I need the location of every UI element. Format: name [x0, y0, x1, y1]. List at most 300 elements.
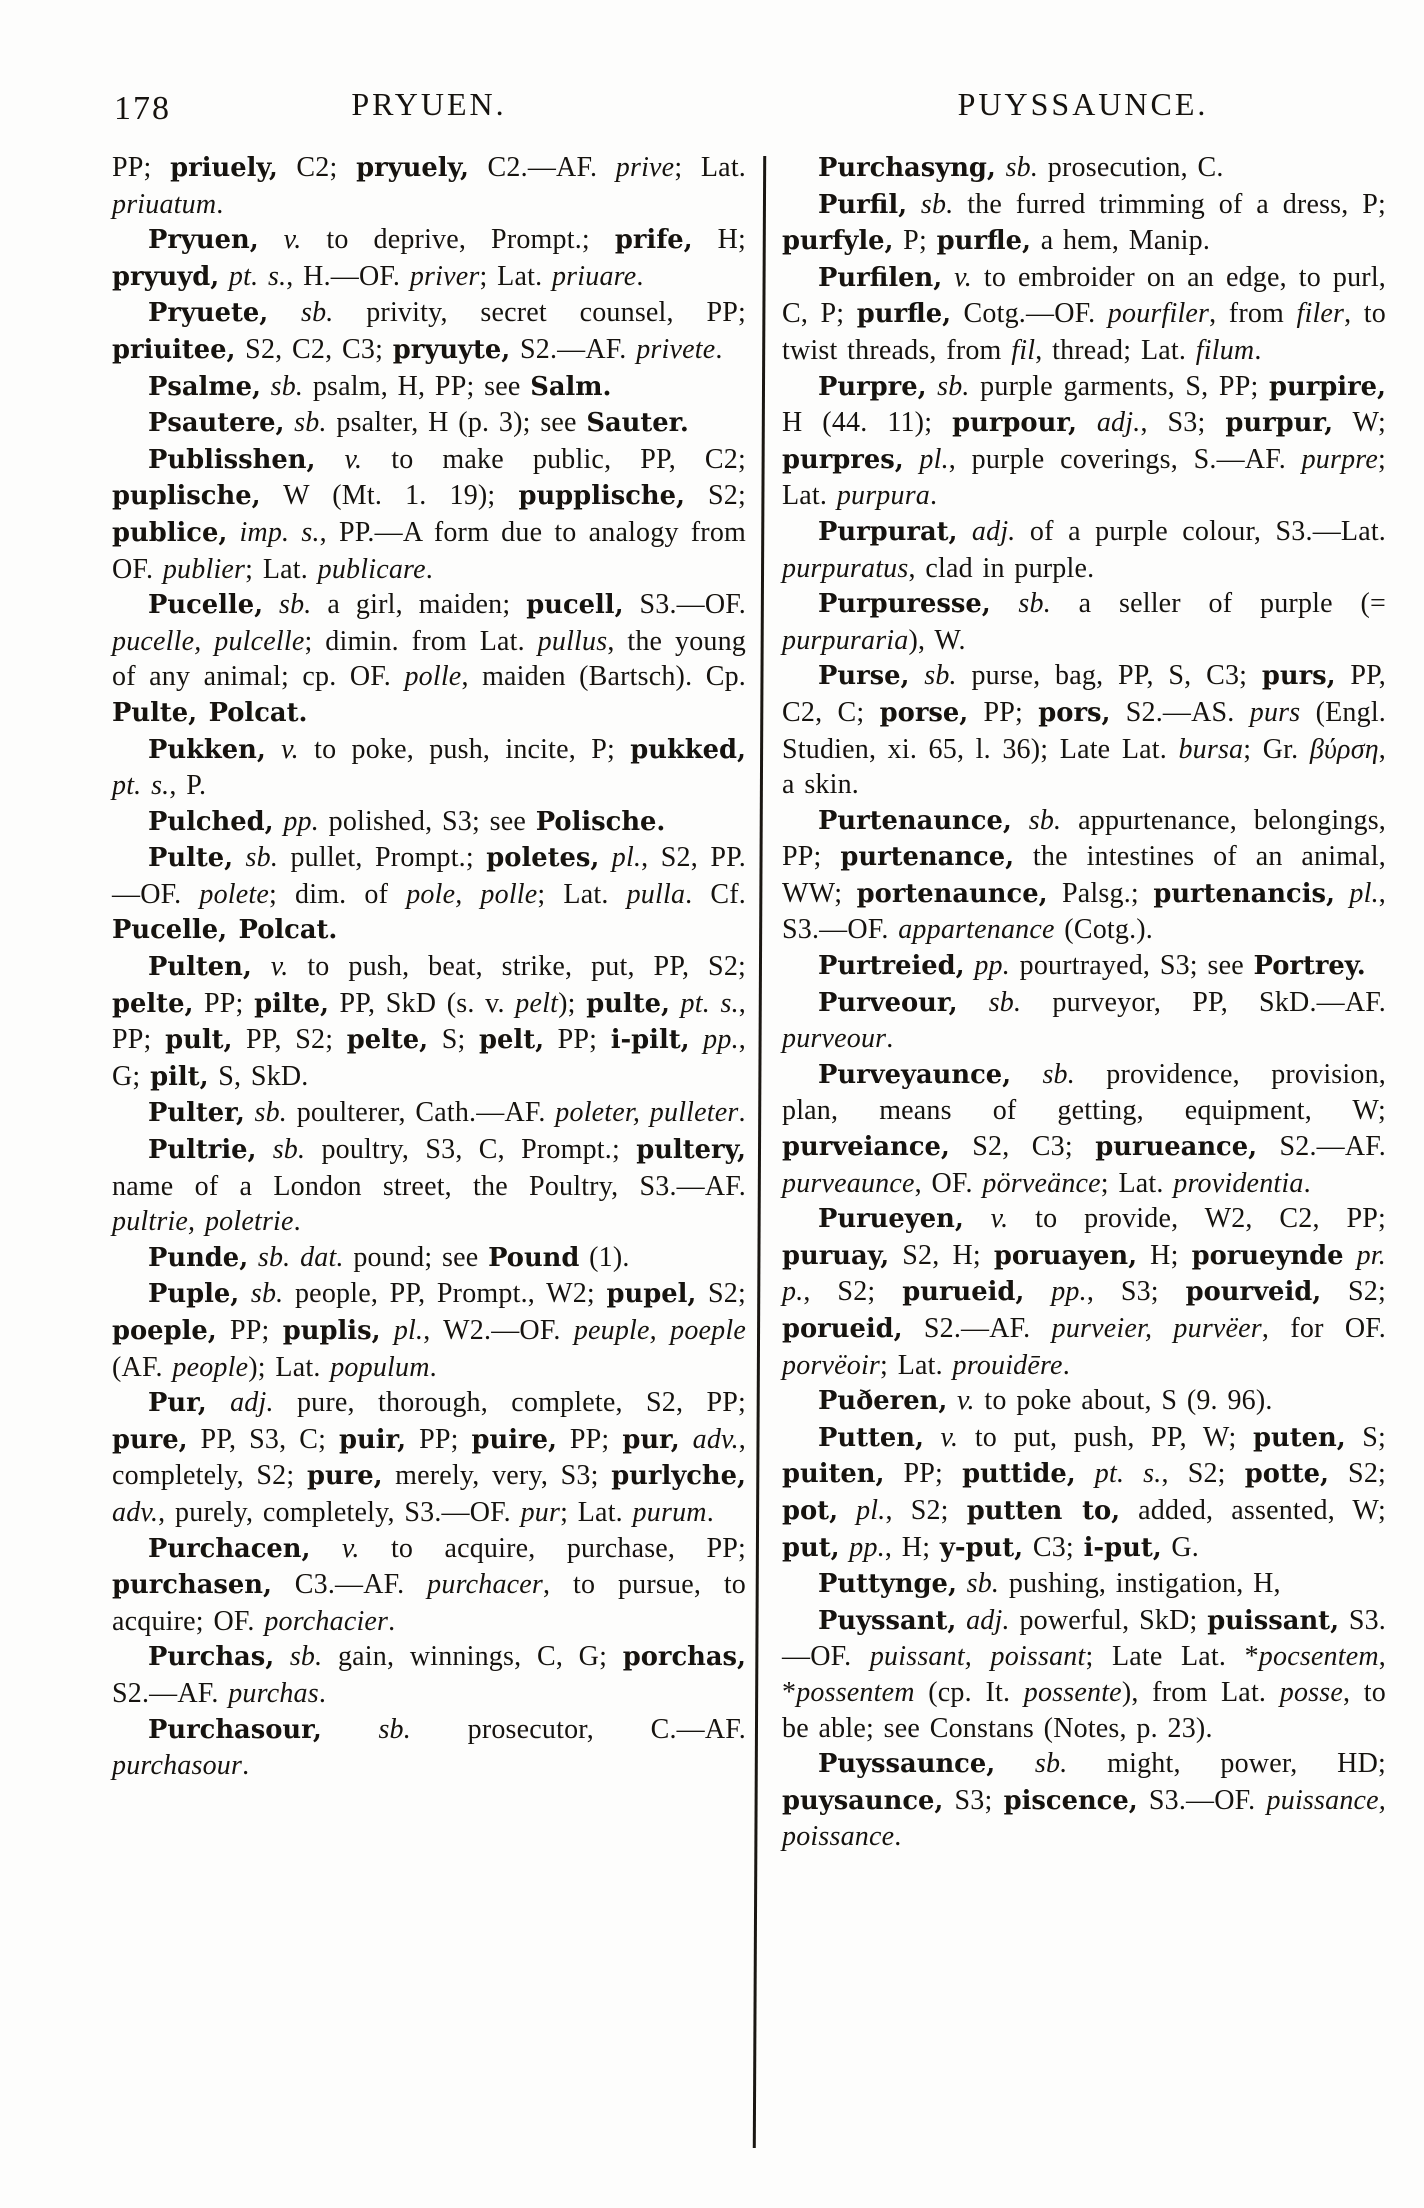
entry-headword: Psalme,: [148, 371, 261, 402]
italic-text: pulla: [626, 878, 686, 910]
entry-text: people, PP, Prompt., W2;: [283, 1278, 607, 1310]
entry-headword: Purpuresse,: [818, 589, 991, 620]
entry-text: to embroider on an edge, to purl, C, P;: [782, 261, 1386, 330]
variant-form: purueid,: [902, 1277, 1025, 1308]
italic-text: pl.: [903, 443, 949, 475]
entry-headword: Pultrie,: [148, 1135, 257, 1166]
entry-text: , to be able; see Constans (Notes, p. 23).: [782, 1676, 1386, 1744]
entry-text: );: [558, 987, 587, 1019]
variant-form: putten to,: [966, 1495, 1121, 1526]
variant-form: puplis,: [282, 1316, 381, 1346]
entry-text: S2.—AF.: [112, 1677, 229, 1709]
entry-text: P;: [893, 225, 937, 257]
italic-text: sb. dat.: [248, 1241, 344, 1273]
entry-text: purple garments, S, PP;: [969, 370, 1269, 402]
variant-form: purueance,: [1095, 1132, 1258, 1163]
dictionary-entry: [782, 803, 1386, 948]
variant-form: y-put,: [939, 1532, 1024, 1563]
dictionary-entry: [782, 1420, 1386, 1566]
dictionary-entry: [112, 405, 746, 442]
entry-text: .: [706, 1496, 714, 1528]
entry-headword: Pulter,: [148, 1098, 245, 1129]
italic-text: sb.: [239, 1278, 284, 1310]
italic-text: purveour: [782, 1023, 887, 1055]
entry-text: merely, very, S3;: [382, 1460, 612, 1492]
variant-form: porchas,: [622, 1642, 746, 1673]
italic-text: purpuraria: [782, 624, 909, 656]
entry-text: , from: [1209, 298, 1297, 330]
entry-text: ; Late Lat. *: [1085, 1641, 1259, 1673]
italic-text: pucelle, pulcelle: [112, 625, 305, 657]
entry-text: to provide, W2, C2, PP;: [1008, 1203, 1386, 1235]
italic-text: v.: [947, 1385, 975, 1417]
entry-text: PP;: [406, 1423, 472, 1455]
right-column: [782, 150, 1386, 1855]
entry-text: C3;: [1023, 1531, 1084, 1563]
italic-text: pt. s.: [112, 770, 170, 802]
entry-text: .: [930, 480, 938, 512]
italic-text: possente: [1023, 1676, 1122, 1708]
entry-headword: Purfil,: [818, 189, 908, 220]
entry-text: S2;: [696, 1278, 746, 1310]
variant-form: priuitee,: [112, 334, 236, 365]
entry-headword: Purtreied,: [818, 951, 965, 982]
italic-text: sb.: [907, 188, 954, 220]
entry-text: , S3;: [1140, 407, 1226, 439]
variant-form: i-pilt,: [610, 1025, 690, 1056]
entry-text: , to pursue, to acquire; OF.: [112, 1569, 746, 1637]
variant-form: porueid,: [782, 1314, 903, 1344]
entry-headword: Puðeren,: [818, 1386, 948, 1417]
variant-form: Salm.: [530, 371, 612, 402]
dictionary-entry: [112, 949, 746, 1095]
dictionary-entry: [112, 732, 746, 804]
entry-text: pourtrayed, S3; see: [1009, 950, 1254, 982]
variant-form: purveiance,: [782, 1132, 950, 1163]
entry-text: , PP;: [112, 987, 746, 1056]
entry-text: purveyor, PP, SkD.—AF.: [1021, 986, 1386, 1018]
entry-text: ; Lat.: [479, 260, 552, 292]
dictionary-entry: [112, 150, 746, 222]
dictionary-entry: [112, 369, 746, 406]
italic-text: pr. p.: [782, 1239, 1386, 1308]
entry-text: C2.—AF.: [468, 152, 616, 183]
entry-text: ; Lat.: [537, 878, 627, 910]
entry-text: appurtenance, belongings, PP;: [782, 804, 1386, 873]
dictionary-entry: [782, 658, 1386, 802]
entry-headword: Pukken,: [148, 734, 266, 765]
variant-form: puplische,: [112, 481, 261, 512]
dictionary-entry: [782, 187, 1386, 260]
entry-text: .: [242, 1750, 250, 1782]
variant-form: pryuyte,: [392, 334, 511, 365]
italic-text: purchas: [228, 1677, 319, 1709]
entry-text: (cp. It.: [914, 1676, 1024, 1708]
entry-text: S, SkD.: [208, 1060, 309, 1092]
variant-form: put,: [782, 1532, 840, 1563]
entry-text: S2;: [685, 480, 746, 512]
variant-form: puissant,: [1207, 1605, 1340, 1636]
dictionary-entry: [782, 1383, 1386, 1420]
entry-text: ; Lat.: [674, 152, 746, 183]
entry-text: prosecutor, C.—AF.: [410, 1713, 746, 1745]
entry-text: purse, bag, PP, S, C3;: [956, 660, 1262, 692]
variant-form: purfle,: [936, 226, 1031, 257]
italic-text: sb.: [995, 1748, 1068, 1780]
entry-text: (Cotg.).: [1054, 914, 1153, 946]
entry-text: PP, C2, C;: [782, 660, 1386, 728]
entry-headword: Pulten,: [148, 952, 252, 983]
entry-text: a seller of purple (=: [1050, 588, 1386, 620]
italic-text: pt. s.: [219, 260, 287, 292]
entry-text: psalm, H, PP; see: [303, 370, 531, 402]
italic-text: polete: [199, 878, 270, 910]
entry-headword: Puple,: [148, 1279, 240, 1310]
variant-form: publice,: [112, 517, 228, 548]
entry-headword: Pucelle,: [148, 590, 264, 621]
italic-text: priuatum: [112, 188, 217, 220]
italic-text: adj.: [1076, 407, 1141, 439]
italic-text: pur: [520, 1496, 561, 1528]
variant-form: purpour,: [952, 408, 1077, 439]
dictionary-entry: [112, 587, 746, 731]
variant-form: puire,: [471, 1424, 557, 1455]
variant-form: pryuyd,: [112, 261, 220, 292]
variant-form: portenaunce,: [856, 878, 1048, 909]
entry-text: a hem, Manip.: [1031, 225, 1211, 257]
entry-text: , W2.—OF.: [423, 1315, 574, 1346]
italic-text: publicare: [317, 553, 426, 585]
variant-form: Pucelle, Polcat.: [112, 915, 338, 946]
entry-text: to push, beat, strike, put, PP, S2;: [288, 951, 747, 983]
entry-text: S;: [428, 1024, 480, 1056]
entry-text: ; dim. of: [269, 878, 407, 910]
dictionary-entry: [112, 295, 746, 368]
italic-text: sb.: [995, 152, 1039, 183]
entry-headword: Punde,: [148, 1242, 249, 1273]
italic-text: populum: [330, 1351, 430, 1383]
variant-form: pors,: [1038, 697, 1111, 728]
variant-form: pupplische,: [518, 481, 685, 512]
entry-text: .: [318, 1677, 327, 1709]
entry-text: a girl, maiden;: [311, 589, 527, 621]
italic-text: pp.: [839, 1531, 885, 1563]
variant-form: pelt,: [479, 1025, 545, 1056]
variant-form: pucell,: [526, 590, 624, 621]
italic-text: providentia: [1173, 1167, 1304, 1199]
variant-form: poruayen,: [993, 1240, 1138, 1271]
entry-text: , S2, PP.—OF.: [112, 842, 746, 910]
dictionary-entry: [782, 1746, 1386, 1855]
dictionary-entry: [782, 586, 1386, 658]
italic-text: priver: [409, 260, 480, 292]
italic-text: fil: [1011, 334, 1036, 366]
italic-text: priuare: [551, 260, 637, 292]
variant-form: Pound: [488, 1242, 580, 1273]
dictionary-entry: [782, 1603, 1386, 1746]
dictionary-entry: [112, 1712, 746, 1784]
variant-form: purtenance,: [840, 842, 1015, 873]
entry-text: psalter, H (p. 3); see: [326, 407, 587, 439]
variant-form: purpur,: [1225, 408, 1334, 439]
italic-text: v.: [923, 1421, 959, 1453]
entry-text: (Engl. Studien, xi. 65, l. 36); Late Lat.: [782, 696, 1386, 765]
dictionary-entry: [112, 1639, 746, 1711]
entry-text: , PP.—A form due to analogy from OF.: [112, 516, 746, 585]
entry-headword: Purveour,: [818, 987, 958, 1018]
entry-headword: Purpurat,: [818, 516, 958, 547]
entry-text: Palsg.;: [1047, 877, 1154, 909]
entry-text: , the young of any animal; cp. OF.: [112, 625, 746, 693]
entry-text: pound; see: [343, 1241, 489, 1273]
italic-text: poleter, pulleter: [555, 1097, 739, 1129]
italic-text: posse: [1279, 1676, 1343, 1708]
italic-text: sb.: [263, 589, 312, 621]
entry-text: S2.—AF.: [510, 333, 637, 365]
entry-text: might, power, HD;: [1067, 1748, 1386, 1780]
entry-text: privity, secret counsel, PP;: [333, 297, 746, 329]
entry-headword: priuely,: [170, 153, 278, 183]
entry-text: S3.—OF.: [623, 589, 746, 621]
italic-text: purveier, purvëer: [1051, 1313, 1262, 1344]
entry-text: , H;: [884, 1531, 940, 1563]
entry-text: , completely, S2;: [112, 1423, 746, 1492]
entry-text: .: [293, 1206, 301, 1238]
entry-text: .: [886, 1023, 894, 1055]
entry-text: polished, S3; see: [318, 805, 536, 837]
entry-text: S2, C3;: [949, 1131, 1096, 1163]
dictionary-entry: [782, 260, 1386, 369]
variant-form: puttide,: [962, 1459, 1076, 1490]
entry-headword: Purveyaunce,: [818, 1059, 1012, 1090]
variant-form: poeple,: [112, 1316, 217, 1346]
italic-text: v.: [310, 1532, 360, 1564]
italic-text: polle: [404, 661, 462, 693]
italic-text: prive: [615, 152, 675, 183]
italic-text: pp.: [273, 805, 319, 837]
variant-form: pourveid,: [1185, 1277, 1322, 1308]
variant-form: Sauter.: [586, 408, 689, 439]
running-head-left: PRYUEN.: [351, 86, 507, 122]
entry-text: to deprive, Prompt.;: [301, 224, 615, 256]
dictionary-entry: [782, 985, 1386, 1057]
variant-form: prife,: [614, 225, 693, 256]
italic-text: adv.: [112, 1496, 159, 1528]
entry-text: PP;: [968, 696, 1039, 728]
variant-form: purchasen,: [112, 1570, 272, 1601]
entry-text: S2.—AF.: [902, 1313, 1052, 1344]
entry-text: S2, C2, C3;: [235, 333, 393, 365]
entry-text: C2;: [277, 152, 357, 183]
entry-text: gain, winnings, C, G;: [322, 1641, 623, 1673]
entry-headword: Pryuen,: [148, 225, 259, 256]
entry-text: to poke, push, incite, P;: [298, 733, 631, 765]
entry-text: pure, thorough, complete, S2, PP;: [273, 1387, 747, 1419]
entry-text: the intestines of an animal, WW;: [782, 841, 1386, 909]
entry-headword: Pryuete,: [148, 298, 269, 329]
italic-text: purpre: [1301, 443, 1378, 475]
variant-form: Portrey.: [1253, 951, 1366, 982]
italic-text: puissance, poissance: [782, 1784, 1386, 1853]
variant-form: Polische.: [535, 806, 666, 837]
italic-text: v.: [251, 951, 289, 983]
entry-text: , S2;: [885, 1494, 967, 1526]
italic-text: pole, polle: [406, 878, 538, 910]
italic-text: purpura: [836, 480, 931, 512]
entry-text: S2.—AS.: [1110, 696, 1250, 728]
variant-form: puiten,: [782, 1459, 885, 1490]
dictionary-entry: [112, 1276, 746, 1385]
entry-text: ; dimin. from Lat.: [304, 625, 538, 657]
variant-form: pelte,: [346, 1025, 429, 1056]
entry-text: .: [1303, 1167, 1311, 1199]
italic-text: pp.: [689, 1024, 739, 1056]
entry-text: .: [216, 188, 224, 220]
entry-text: ; Lat.: [245, 553, 318, 585]
entry-text: Cotg.—OF.: [951, 298, 1108, 330]
variant-form: purfle,: [856, 299, 952, 330]
entry-text: .: [388, 1605, 396, 1637]
italic-text: purveaunce: [782, 1167, 915, 1199]
italic-text: v.: [963, 1203, 1009, 1235]
italic-text: v.: [258, 224, 302, 256]
italic-text: sb.: [260, 370, 304, 402]
entry-text: ; Lat.: [560, 1496, 633, 1528]
entry-text: to make public, PP, C2;: [362, 443, 746, 475]
entry-headword: Puttynge,: [818, 1569, 957, 1600]
entry-text: , S2;: [1161, 1458, 1245, 1490]
italic-text: adv.: [679, 1423, 739, 1455]
entry-text: .: [715, 333, 723, 365]
entry-text: , S3;: [1086, 1276, 1186, 1308]
dictionary-entry: [112, 840, 746, 949]
italic-text: pl.: [1334, 877, 1379, 909]
italic-text: pl.: [380, 1315, 424, 1346]
page-number: 178: [114, 90, 171, 127]
variant-form: Pulte, Polcat.: [112, 697, 308, 728]
entry-text: .: [636, 260, 644, 292]
italic-text: bursa: [1178, 733, 1244, 765]
variant-form: purpire,: [1269, 371, 1386, 402]
italic-text: filer: [1296, 298, 1345, 330]
variant-form: puir,: [338, 1424, 407, 1455]
italic-text: pullus: [537, 625, 608, 657]
entry-headword: Purueyen,: [818, 1204, 964, 1235]
entry-text: , P.: [169, 770, 207, 802]
italic-text: pörveänce: [982, 1167, 1101, 1199]
entry-text: powerful, SkD;: [1009, 1604, 1208, 1636]
variant-form: puruay,: [782, 1240, 890, 1271]
entry-text: pullet, Prompt.;: [278, 842, 487, 874]
italic-text: sb.: [990, 588, 1051, 620]
running-head-right: PUYSSAUNCE.: [957, 86, 1209, 122]
entry-headword: Purchacen,: [148, 1533, 311, 1564]
italic-text: sb.: [926, 370, 970, 402]
italic-text: sb.: [244, 1097, 288, 1129]
italic-text: pt. s.: [669, 987, 739, 1019]
variant-form: purtenancis,: [1153, 878, 1335, 909]
entry-text: to put, push, PP, W;: [958, 1421, 1253, 1453]
italic-text: purs: [1249, 696, 1301, 728]
variant-form: pupel,: [606, 1279, 697, 1310]
italic-text: sb.: [1011, 804, 1062, 836]
italic-text: pourfiler: [1107, 298, 1210, 330]
italic-text: filum: [1195, 334, 1255, 366]
italic-text: sb.: [321, 1713, 411, 1745]
variant-form: pilte,: [254, 988, 329, 1019]
entry-text: G.: [1161, 1531, 1200, 1563]
italic-text: prouidēre: [952, 1349, 1063, 1381]
dictionary-entry: [112, 804, 746, 841]
entry-headword: Pulched,: [148, 806, 274, 837]
entry-text: ; Lat.: [782, 443, 1386, 512]
entry-text: , clad in purple.: [908, 552, 1095, 584]
dictionary-entry: [112, 222, 746, 295]
entry-text: ); Lat.: [248, 1351, 331, 1383]
entry-headword: Purpre,: [818, 371, 927, 402]
entry-text: , H.—OF.: [286, 260, 410, 292]
italic-text: sb.: [256, 1134, 306, 1166]
variant-form: pult,: [165, 1025, 233, 1056]
variant-form: puten,: [1252, 1422, 1346, 1453]
entry-text: PP;: [216, 1315, 283, 1346]
entry-headword: Pur,: [148, 1388, 207, 1419]
variant-form: purlyche,: [611, 1461, 746, 1492]
entry-headword: Purchasour,: [148, 1714, 322, 1745]
entry-text: , S3.—OF.: [782, 877, 1386, 946]
italic-text: privete: [636, 333, 716, 365]
italic-text: pultrie, poletrie: [112, 1206, 294, 1238]
italic-text: pt. s.: [1075, 1458, 1162, 1490]
italic-text: pelt: [515, 987, 559, 1019]
entry-text: .: [1254, 334, 1262, 366]
entry-text: the furred trimming of a dress, P;: [953, 188, 1386, 220]
italic-text: sb.: [268, 297, 334, 329]
dictionary-entry: [782, 1201, 1386, 1383]
entry-text: , *: [782, 1641, 1386, 1708]
dictionary-entry: [782, 1566, 1386, 1603]
italic-text: purum: [632, 1496, 707, 1528]
entry-text: , maiden (Bartsch). Cp.: [461, 661, 746, 693]
italic-text: pp.: [964, 950, 1010, 982]
entry-text: , purely, completely, S3.—OF.: [158, 1496, 521, 1528]
entry-text: , for OF.: [1261, 1313, 1386, 1344]
entry-text: of a purple colour, S3.—Lat.: [1015, 515, 1386, 547]
dictionary-entry: [112, 442, 746, 587]
italic-text: sb.: [1011, 1058, 1075, 1090]
variant-form: puysaunce,: [782, 1785, 944, 1816]
entry-text: . Cf.: [685, 878, 746, 910]
column-divider-rule: [753, 156, 766, 2148]
left-column: [112, 150, 746, 1784]
entry-text: ), from Lat.: [1121, 1676, 1280, 1708]
entry-headword: Publisshen,: [148, 444, 316, 475]
entry-text: PP;: [556, 1423, 623, 1455]
entry-text: C3.—AF.: [271, 1569, 428, 1601]
italic-text: sb.: [909, 660, 957, 692]
dictionary-entry: [782, 514, 1386, 586]
italic-text: purpuratus: [782, 552, 909, 584]
italic-text: adj.: [206, 1387, 274, 1419]
variant-form: pure,: [306, 1461, 383, 1492]
italic-text: adj.: [957, 515, 1016, 547]
entry-text: ), W.: [908, 624, 966, 656]
italic-text: pocsentem: [1258, 1641, 1379, 1673]
variant-form: porueynde: [1191, 1240, 1344, 1271]
variant-form: poletes,: [486, 843, 600, 874]
entry-text: PP;: [112, 152, 171, 183]
variant-form: pelte,: [112, 988, 194, 1019]
